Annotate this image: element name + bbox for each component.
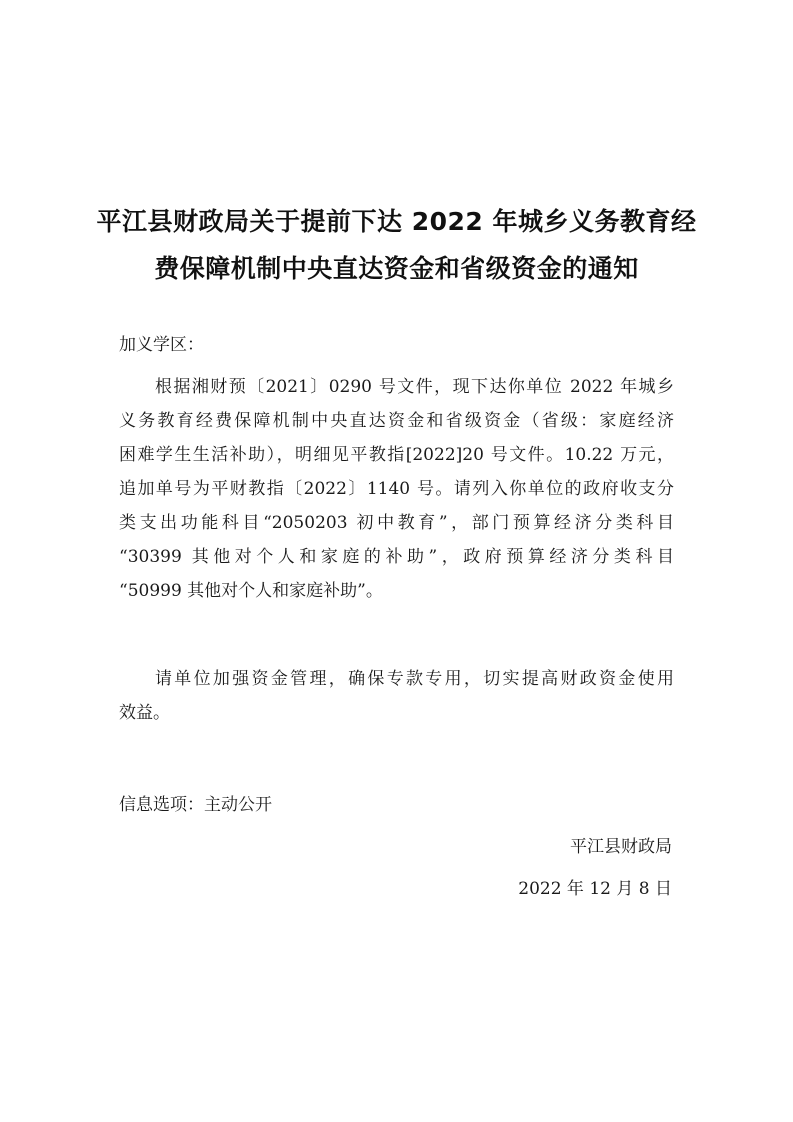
- paragraph-line: 类支出功能科目“2050203 初中教育”，部门预算经济分类科目: [119, 513, 674, 533]
- paragraph-line: “30399 其他对个人和家庭的补助”，政府预算经济分类科目: [119, 547, 674, 567]
- body-paragraph-1: [119, 370, 674, 608]
- title-line-2: 费保障机制中央直达资金和省级资金的通知: [154, 254, 639, 283]
- paragraph-line: 追加单号为平财教指〔2022〕1140 号。请列入你单位的政府收支分: [119, 479, 674, 499]
- signature-date: 2022 年 12 月 8 日: [518, 879, 672, 899]
- title-line-1: 平江县财政局关于提前下达 2022 年城乡义务教育经: [96, 207, 697, 236]
- info-option: 信息选项：主动公开: [119, 795, 272, 815]
- paragraph-line: 困难学生生活补助），明细见平教指[2022]20 号文件。10.22 万元，: [119, 445, 674, 465]
- salutation: 加义学区：: [119, 335, 204, 355]
- paragraph-line: “50999 其他对个人和家庭补助”。: [119, 581, 383, 601]
- document-title: [60, 198, 733, 292]
- signature-organization: 平江县财政局: [570, 837, 672, 857]
- body-paragraph-2: [119, 662, 674, 730]
- paragraph-line: 根据湘财预〔2021〕0290 号文件，现下达你单位 2022 年城乡: [155, 377, 674, 397]
- paragraph-line: 效益。: [119, 703, 170, 723]
- paragraph-line: 请单位加强资金管理，确保专款专用，切实提高财政资金使用: [155, 669, 674, 689]
- paragraph-line: 义务教育经费保障机制中央直达资金和省级资金（省级：家庭经济: [119, 411, 674, 431]
